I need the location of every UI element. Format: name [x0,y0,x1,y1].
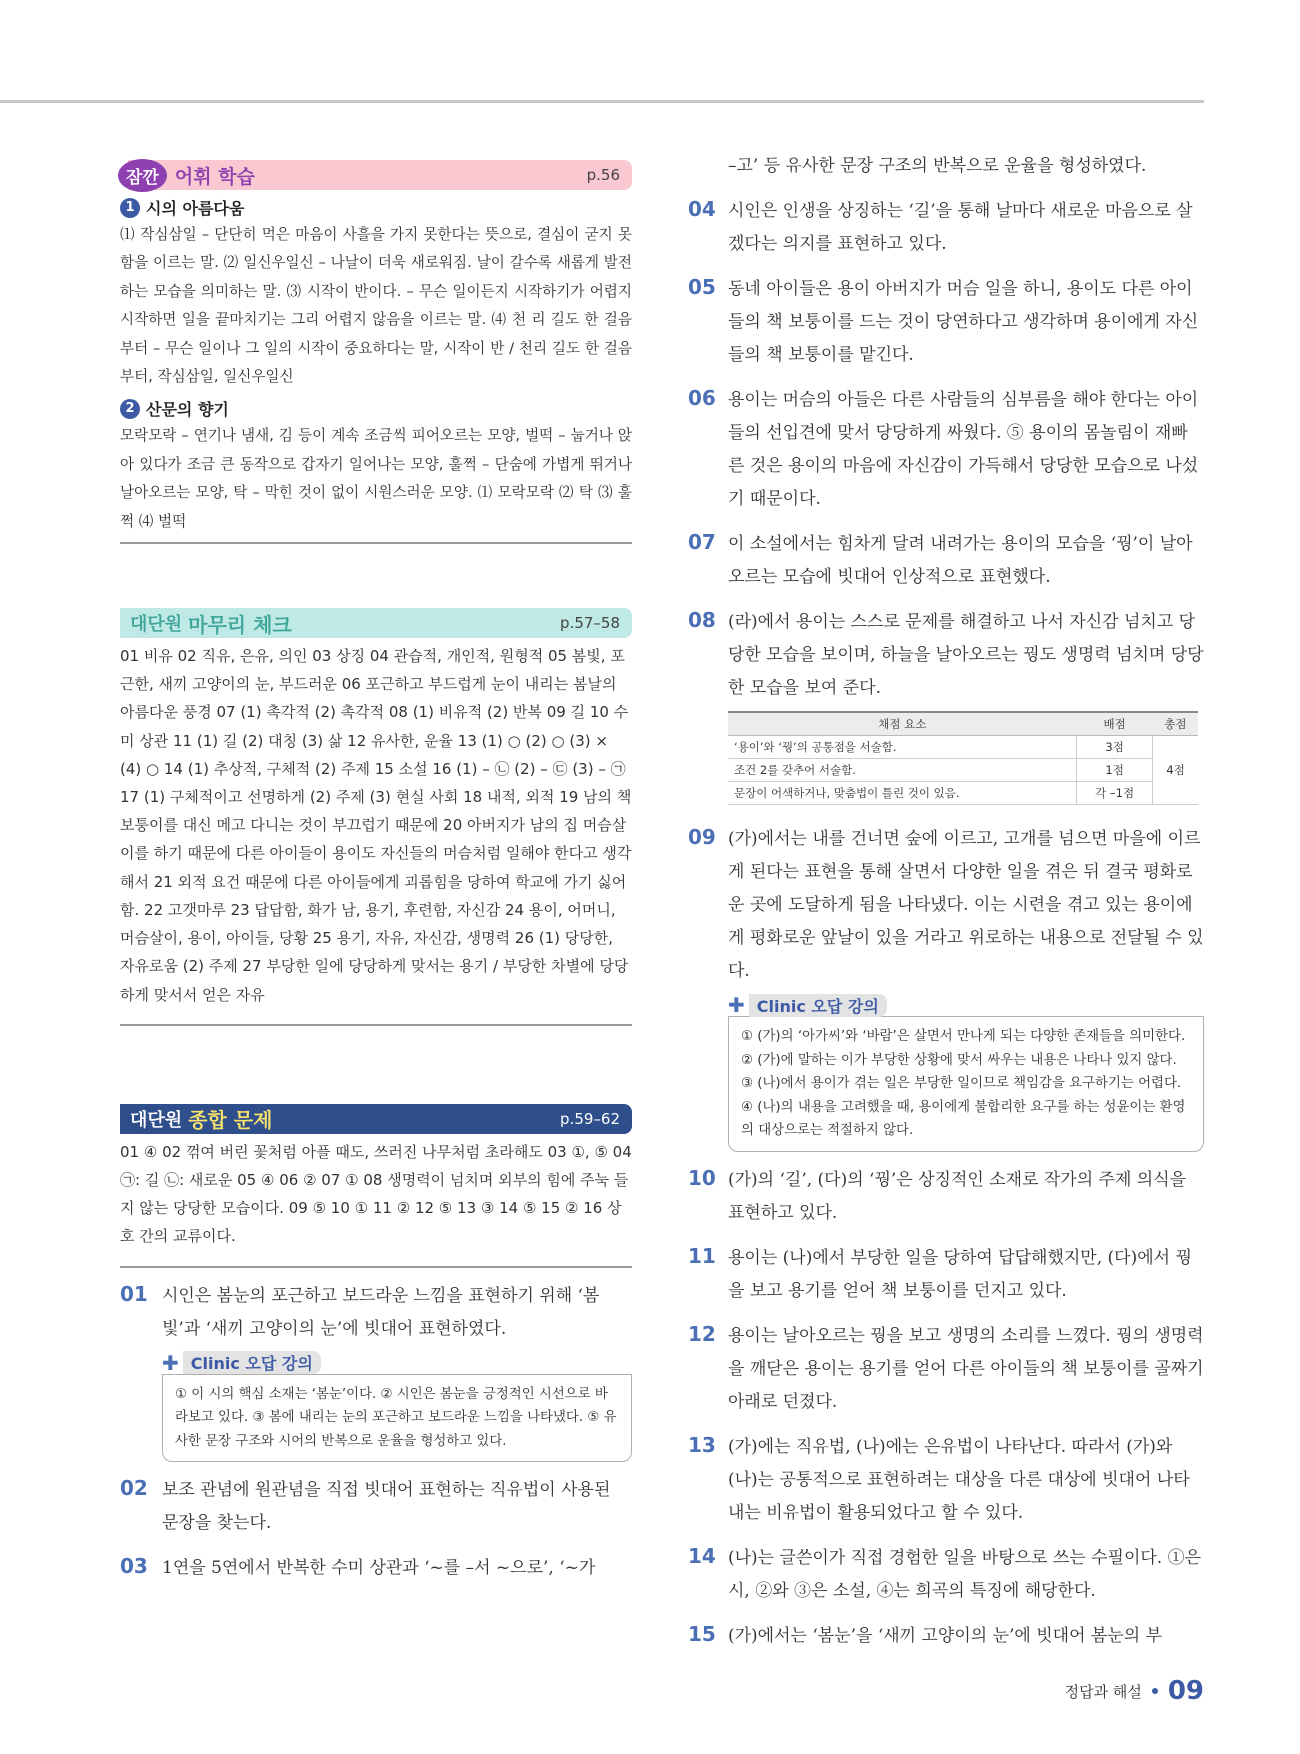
subsection-prose [120,397,632,420]
table-header: 총점 [1153,712,1198,736]
plus-icon: ✚ [162,1350,179,1375]
question-number: 07 [688,530,716,554]
number-badge: 2 [120,399,140,419]
clinic-text: ① (가)의 ‘아가씨’와 ‘바람’은 살면서 만나게 되는 다양한 존재들을 의미한다. ② (가)에 말하는 이가 부당한 상황에 맞서 싸우는 내용은 나타나 있지 않다. ③ (나)에서 용이가 겪는 일은 부당한 일이므로 책임감을 요구하기는 어렵다. ④ (나)의 내용을 고려했을 때, 용이에게 불합리한 요구를 하는 성윤이는 환영의 대상으로는 적절하지 않다. [728,1016,1204,1152]
review-page-ref: p.57–58 [560,614,620,633]
question-number: 05 [688,275,716,299]
question-number: 01 [120,1281,148,1306]
question-explanation: (가)에는 직유법, (나)에는 은유법이 나타난다. 따라서 (가)와 (나)는 공통적으로 표현하려는 대상을 다른 대상에 빗대어 나타내는 비유법이 활용되었다고 할 수 있다. [728,1436,1190,1523]
question-11 [688,1242,1204,1308]
question-07 [688,528,1204,594]
review-title-2: 마무리 체크 [188,612,292,637]
vocab-section-header [128,160,632,190]
table-header: 배점 [1077,712,1153,736]
test-section-header [120,1104,632,1134]
question-explanation: (나)는 글쓴이가 직접 경험한 일을 바탕으로 쓰는 수필이다. ①은 시, ②와 ③은 소설, ④는 희곡의 특징에 해당한다. [728,1547,1202,1601]
right-column [688,150,1204,1653]
footer-label: 정답과 해설 [1064,1682,1142,1701]
test-answers: 01 ④ 02 꺾여 버린 꽃처럼 아플 때도, 쓰러진 나무처럼 초라해도 03 ①, ⑤ 04 ㉠: 길 ㉡: 새로운 05 ④ 06 ② 07 ① 08 생명력이 넘치며 외부의 힘에 주눅 들지 않는 당당한 모습이다. 09 ⑤ 10 ① 11 ② 12 ⑤ 13 ③ 14 ⑤ 15 ② 16 상호 간의 교류이다. [120,1142,632,1246]
question-explanation: 동네 아이들은 용이 아버지가 머슴 일을 하니, 용이도 다른 아이들의 책 보퉁이를 드는 것이 당연하다고 생각하며 용이에게 자신들의 책 보퉁이를 맡긴다. [728,279,1199,365]
table-row: ‘용이’와 ‘꿩’의 공통점을 서술함. 3점 4점 [728,736,1198,759]
page-footer [1065,1676,1204,1706]
clinic-box-1 [162,1352,632,1463]
question-03 [120,1552,632,1585]
number-badge: 1 [120,198,140,218]
question-number: 10 [688,1165,716,1190]
question-number: 09 [688,825,716,849]
review-title-1: 대단원 [130,614,183,636]
clinic-box-2 [728,994,1204,1152]
question-02 [120,1474,632,1540]
question-explanation: 용이는 날아오르는 꿩을 보고 생명의 소리를 느꼈다. 꿩의 생명력을 깨닫은 용이는 용기를 얻어 다른 아이들의 책 보퉁이를 골짜기 아래로 던졌다. [728,1325,1204,1412]
table-header: 채점 요소 [728,712,1077,736]
prose-vocab-text: 모락모락 – 연기나 냄새, 김 등이 계속 조금씩 피어오르는 모양, 벌떡 – 눕거나 앉아 있다가 조금 큰 동작으로 갑자기 일어나는 모양, 훌쩍 – 단숨에 가볍게 뛰거나 날아오르는 모양, 탁 – 막힌 것이 없이 시원스러운 모양. ⑴ 모락모락 ⑵ 탁 ⑶ 훌쩍 ⑷ 벌떡 [120,427,632,530]
question-explanation: 보조 관념에 원관념을 직접 빗대어 표현하는 직유법이 사용된 문장을 찾는다. [162,1480,611,1534]
question-explanation: (가)의 ‘길’, (다)의 ‘꿩’은 상징적인 소재로 작가의 주제 의식을 표현하고 있다. [728,1169,1187,1223]
divider [120,1266,632,1268]
top-rule [0,100,1204,103]
question-06 [688,384,1204,516]
question-explanation: 1연을 5연에서 반복한 수미 상관과 ‘~를 –서 ~으로’, ‘~가 [162,1558,596,1579]
question-explanation: 시인은 봄눈의 포근하고 보드라운 느낌을 표현하기 위해 ‘봄빛’과 ‘새끼 고양이의 눈’에 빗대어 표현하였다. [162,1285,600,1339]
question-05 [688,273,1204,372]
question-09 [688,823,1204,988]
subsection-title: 시의 아름다움 [146,199,245,218]
question-10 [688,1164,1204,1230]
vocab-title: 어휘 학습 [174,165,255,188]
table-row: 문장이 어색하거나, 맞춤법이 틀린 것이 있음. 각 –1점 [728,782,1198,805]
question-number: 04 [688,197,716,221]
question-number: 15 [688,1621,716,1646]
test-title-1: 대단원 [130,1109,183,1131]
test-page-ref: p.59–62 [560,1109,620,1128]
page-number: 09 [1167,1676,1204,1706]
clinic-text: ① 이 시의 핵심 소재는 ‘봄눈’이다. ② 시인은 봄눈을 긍정적인 시선으로 바라보고 있다. ③ 봄에 내리는 눈의 포근하고 보드라운 느낌을 나타냈다. ⑤ 유사한 문장 구조와 시어의 반복으로 운율을 형성하고 있다. [162,1374,632,1463]
bullet-dot-icon [1152,1688,1158,1694]
score-table [728,711,1198,805]
clinic-title: Clinic 오답 강의 [183,1351,321,1374]
review-section-header [120,608,632,638]
question-explanation: 이 소설에서는 힘차게 달려 내려가는 용이의 모습을 ‘꿩’이 날아오르는 모습에 빗대어 인상적으로 표현했다. [728,534,1193,587]
question-explanation: (가)에서는 ‘봄눈’을 ‘새끼 고양이의 눈’에 빗대어 봄눈의 부 [728,1625,1162,1646]
question-explanation: 용이는 (나)에서 부당한 일을 당하여 답답해했지만, (다)에서 꿩을 보고 용기를 얻어 책 보퉁이를 던지고 있다. [728,1247,1192,1301]
bubble-badge: 잠깐 [118,159,167,192]
left-column [120,160,632,1585]
question-explanation: (가)에서는 내를 건너면 숲에 이르고, 고개를 넘으면 마을에 이르게 된다는 표현을 통해 살면서 다양한 일을 겪은 뒤 결국 평화로운 곳에 도달하게 됨을 나타냈다. 이는 시련을 겪고 있는 용이에게 평화로운 앞날이 있을 거라고 위로하는 내용으로 전달될 수 있다. [728,829,1204,981]
vocab-page-ref: p.56 [586,166,620,184]
question-number: 02 [120,1476,148,1501]
question-explanation: –고’ 등 유사한 문장 구조의 반복으로 운율을 형성하였다. [728,156,1147,176]
question-number: 12 [688,1321,716,1346]
plus-icon: ✚ [728,993,745,1017]
question-15 [688,1620,1204,1653]
test-title-2: 종합 문제 [188,1108,273,1133]
question-01 [120,1280,632,1346]
question-04 [688,195,1204,261]
question-number: 06 [688,386,716,410]
question-number: 14 [688,1543,716,1568]
table-row: 조건 2를 갖추어 서술함. 1점 [728,759,1198,782]
poem-vocab-text: ⑴ 작심삼일 – 단단히 먹은 마음이 사흘을 가지 못한다는 뜻으로, 결심이 굳지 못함을 이르는 말. ⑵ 일신우일신 – 나날이 더욱 새로워짐. 날이 갈수록 새롭게 발전하는 모습을 의미하는 말. ⑶ 시작이 반이다. – 무슨 일이든지 시작하기가 어렵지 시작하면 일을 끝마치기는 그리 어렵지 않음을 이르는 말. ⑷ 천 리 길도 한 걸음부터 – 무슨 일이나 그 일의 시작이 중요하다는 말, 시작이 반 / 천리 길도 한 걸음부터, 작심삼일, 일신우일신 [120,226,632,386]
clinic-title: Clinic 오답 강의 [749,994,887,1017]
subsection-poem [120,196,632,219]
question-13 [688,1431,1204,1530]
subsection-title: 산문의 향기 [146,400,229,420]
question-number: 08 [688,608,716,632]
question-number: 11 [688,1243,716,1268]
question-08 [688,606,1204,705]
question-number: 03 [120,1554,148,1579]
question-14 [688,1542,1204,1608]
question-explanation: 시인은 인생을 상징하는 ‘길’을 통해 날마다 새로운 마음으로 살겠다는 의지를 표현하고 있다. [728,201,1193,254]
question-03-continued [688,150,1204,183]
question-explanation: (라)에서 용이는 스스로 문제를 해결하고 나서 자신감 넘치고 당당한 모습을 보이며, 하늘을 날아오르는 꿩도 생명력 넘치며 당당한 모습을 보여 준다. [728,612,1204,698]
question-12 [688,1320,1204,1419]
review-answers: 01 비유 02 직유, 은유, 의인 03 상징 04 관습적, 개인적, 원형적 05 봄빛, 포근한, 새끼 고양이의 눈, 부드러운 06 포근하고 부드럽게 눈이 내리는 봄날의 아름다운 풍경 07 (1) 촉각적 (2) 촉각적 08 (1) 비유적 (2) 반복 09 길 10 수미 상관 11 (1) 길 (2) 대칭 (3) 삶 12 유사한, 운율 13 (1) ○ (2) ○ (3) × (4) ○ 14 (1) 추상적, 구체적 (2) 주제 15 소설 16 (1) – ㉡ (2) – ㉢ (3) – ㉠ 17 (1) 구체적이고 선명하게 (2) 주제 (3) 현실 사회 18 내적, 외적 19 남의 책 보퉁이를 대신 메고 다니는 것이 부끄럽기 때문에 20 아버지가 남의 집 머슴살이를 하기 때문에 다른 아이들이 용이도 자신들의 머슴처럼 일해야 한다고 생각해서 21 외적 요건 때문에 다른 아이들에게 괴롭힘을 당하여 학교에 가기 싫어함. 22 고갯마루 23 답답함, 화가 남, 용기, 후련함, 자신감 24 용이, 어머니, 머슴살이, 용이, 아이들, 당황 25 용기, 자유, 자신감, 생명력 26 (1) 당당한, 자유로움 (2) 주제 27 부당한 일에 당당하게 맞서는 용기 / 부당한 차별에 당당하게 맞서서 얻은 자유 [120,647,632,1004]
score-table-wrap [728,711,1204,805]
question-explanation: 용이는 머슴의 아들은 다른 사람들의 심부름을 해야 한다는 아이들의 선입견에 맞서 당당하게 싸웠다. ⑤ 용이의 몸놀림이 재빠른 것은 용이의 마음에 자신감이 가득해서 당당한 모습으로 나섰기 때문이다. [728,390,1199,509]
question-number: 13 [688,1432,716,1457]
